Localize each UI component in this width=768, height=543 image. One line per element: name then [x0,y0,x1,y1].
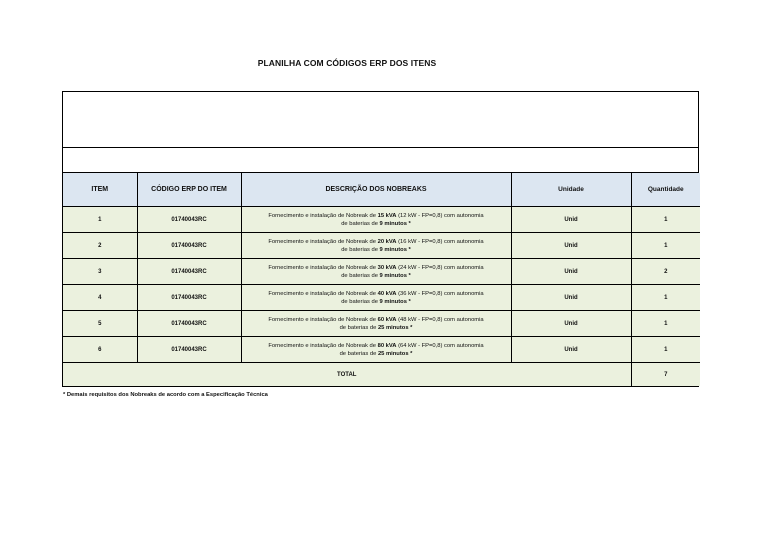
blank-spacer-row [63,148,698,173]
desc-asterisk: * [406,298,411,305]
cell-descricao [241,285,511,311]
table-row [63,207,700,233]
cell-unidade: Unid [511,207,631,233]
table-row [63,285,700,311]
cell-quantidade: 2 [631,259,700,285]
desc-minutes: 9 minutos [379,272,407,279]
desc-text: (36 kW - FP=0,8) com autonomia [396,290,484,297]
table-row [63,311,700,337]
spreadsheet-table-frame [62,91,699,387]
cell-codigo: 01740043RC [137,337,241,363]
desc-asterisk: * [406,246,411,253]
desc-asterisk: * [406,220,411,227]
desc-kva: 30 kVA [377,264,397,271]
total-label: TOTAL [63,363,631,387]
cell-codigo: 01740043RC [137,311,241,337]
cell-codigo: 01740043RC [137,285,241,311]
table-row [63,259,700,285]
cell-item: 2 [63,233,137,259]
cell-descricao [241,207,511,233]
desc-text: de baterias de [339,324,378,331]
cell-quantidade: 1 [631,233,700,259]
desc-kva: 20 kVA [377,238,397,245]
desc-kva: 40 kVA [377,290,397,297]
cell-quantidade: 1 [631,285,700,311]
desc-text: de baterias de [339,350,378,357]
cell-descricao [241,311,511,337]
header-descricao: DESCRIÇÃO DOS NOBREAKS [241,173,511,207]
header-unidade: Unidade [511,173,631,207]
desc-minutes: 9 minutos [379,220,407,227]
cell-codigo: 01740043RC [137,259,241,285]
desc-text: (16 kW - FP=0,8) com autonomia [396,238,484,245]
cell-quantidade: 1 [631,207,700,233]
desc-minutes: 25 minutos [377,350,409,357]
total-row [63,363,700,387]
desc-asterisk: * [408,324,413,331]
cell-item: 5 [63,311,137,337]
desc-asterisk: * [406,272,411,279]
cell-unidade: Unid [511,285,631,311]
total-value: 7 [631,363,700,387]
cell-item: 3 [63,259,137,285]
cell-quantidade: 1 [631,311,700,337]
cell-quantidade: 1 [631,337,700,363]
desc-kva: 80 kVA [377,342,397,349]
blank-header-row [63,92,698,148]
cell-codigo: 01740043RC [137,233,241,259]
desc-text: de baterias de [341,272,380,279]
desc-text: Fornecimento e instalação de Nobreak de [268,342,378,349]
cell-item: 4 [63,285,137,311]
cell-item: 6 [63,337,137,363]
cell-descricao [241,233,511,259]
cell-descricao [241,259,511,285]
footnote: * Demais requisitos dos Nobreaks de acordo com a Especificação Técnica [63,392,268,398]
desc-minutes: 9 minutos [379,298,407,305]
items-table [63,173,700,386]
cell-unidade: Unid [511,311,631,337]
header-codigo: CÓDIGO ERP DO ITEM [137,173,241,207]
cell-codigo: 01740043RC [137,207,241,233]
cell-unidade: Unid [511,337,631,363]
desc-text: (64 kW - FP=0,8) com autonomia [396,342,484,349]
desc-text: de baterias de [341,246,380,253]
cell-item: 1 [63,207,137,233]
cell-unidade: Unid [511,259,631,285]
desc-text: Fornecimento e instalação de Nobreak de [268,264,378,271]
desc-text: Fornecimento e instalação de Nobreak de [268,212,378,219]
table-row [63,337,700,363]
desc-text: (48 kW - FP=0,8) com autonomia [396,316,484,323]
cell-descricao [241,337,511,363]
desc-asterisk: * [408,350,413,357]
desc-text: (24 kW - FP=0,8) com autonomia [396,264,484,271]
desc-kva: 60 kVA [377,316,397,323]
desc-kva: 15 kVA [377,212,397,219]
desc-text: Fornecimento e instalação de Nobreak de [268,238,378,245]
desc-text: de baterias de [341,298,380,305]
desc-text: de baterias de [341,220,380,227]
table-row [63,233,700,259]
desc-text: Fornecimento e instalação de Nobreak de [268,316,378,323]
page-title: PLANILHA COM CÓDIGOS ERP DOS ITENS [257,58,437,68]
header-quantidade: Quantidade [631,173,700,207]
desc-minutes: 9 minutos [379,246,407,253]
desc-minutes: 25 minutos [377,324,409,331]
header-item: ITEM [63,173,137,207]
desc-text: (12 kW - FP=0,8) com autonomia [396,212,484,219]
header-row [63,173,700,207]
desc-text: Fornecimento e instalação de Nobreak de [268,290,378,297]
cell-unidade: Unid [511,233,631,259]
